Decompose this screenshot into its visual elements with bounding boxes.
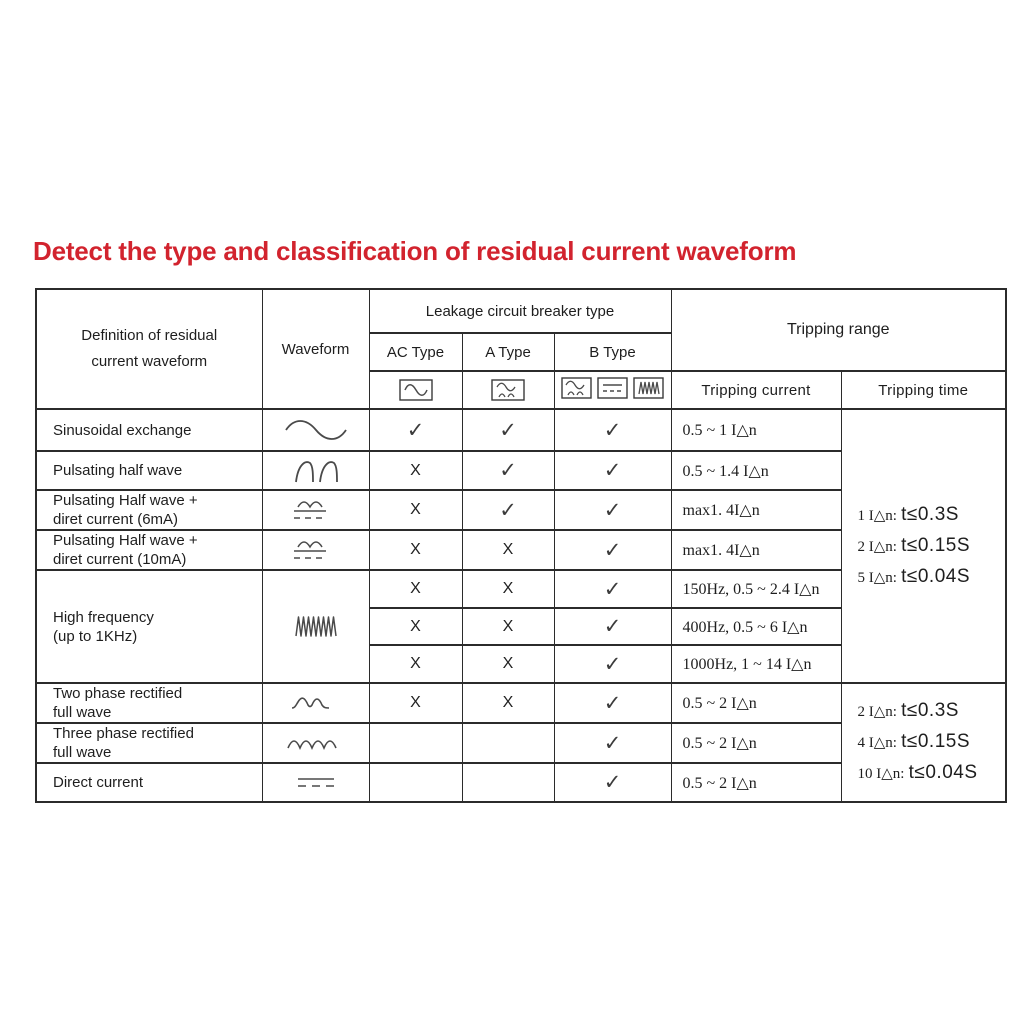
tripping-time-line: 2 I△n: t≤0.3S [857, 700, 959, 721]
ac-mark-cell: ✓ [369, 409, 462, 451]
tripping-current-cell: 0.5 ~ 2 I△n [671, 723, 841, 763]
page-title: Detect the type and classification of residual current waveform [33, 236, 797, 266]
tripping-time-cell [841, 409, 1006, 683]
ac-mark-cell: X [369, 570, 462, 608]
a-mark-cell: X [462, 570, 554, 608]
definition-cell: Direct current [36, 763, 262, 802]
b-type-icon-cell [554, 371, 671, 409]
header-row-1 [36, 289, 1006, 333]
a-type-icon-cell [462, 371, 554, 409]
a-mark-cell: X [462, 645, 554, 683]
sine-wave-icon [399, 378, 433, 402]
tripping-current-cell: 0.5 ~ 1.4 I△n [671, 451, 841, 490]
waveform-cell [262, 530, 369, 570]
tripping-current-cell: 400Hz, 0.5 ~ 6 I△n [671, 608, 841, 645]
tripping-time-header: Tripping time [841, 371, 1006, 409]
direct-current-icon [597, 376, 628, 400]
b-mark-cell: ✓ [554, 645, 671, 683]
tripping-time-line: 4 I△n: t≤0.15S [857, 731, 970, 752]
tripping-time-line: 2 I△n: t≤0.15S [857, 534, 970, 556]
a-mark-cell: X [462, 608, 554, 645]
definition-cell: Pulsating half wave [36, 451, 262, 490]
tripping-current-cell: 150Hz, 0.5 ~ 2.4 I△n [671, 570, 841, 608]
pulsating-sine-icon [561, 376, 592, 400]
tripping-current-cell: 0.5 ~ 2 I△n [671, 763, 841, 802]
direct-current-icon [274, 769, 358, 797]
waveform-cell [262, 490, 369, 530]
tripping-current-cell: 0.5 ~ 2 I△n [671, 683, 841, 723]
waveform-classification-table [35, 288, 1007, 803]
ac-mark-cell: X [369, 451, 462, 490]
a-mark-cell [462, 763, 554, 802]
definition-cell: Pulsating Half wave + diret current (6mA) [36, 490, 262, 530]
a-mark-cell: X [462, 530, 554, 570]
definition-header-line1: Definition of residual [81, 327, 218, 344]
definition-cell: Three phase rectified full wave [36, 723, 262, 763]
definition-cell: Two phase rectified full wave [36, 683, 262, 723]
tripping-time-line: 1 I△n: t≤0.3S [857, 503, 959, 525]
b-mark-cell: ✓ [554, 723, 671, 763]
tripping-current-cell: 0.5 ~ 1 I△n [671, 409, 841, 451]
ac-mark-cell: X [369, 530, 462, 570]
ac-mark-cell [369, 723, 462, 763]
ac-type-header: AC Type [369, 333, 462, 371]
high-frequency-icon [633, 376, 664, 400]
waveform-cell [262, 451, 369, 490]
waveform-cell [262, 570, 369, 683]
definition-cell: Sinusoidal exchange [36, 409, 262, 451]
definition-cell: Pulsating Half wave + diret current (10mA) [36, 530, 262, 570]
b-type-header: B Type [554, 333, 671, 371]
a-mark-cell: ✓ [462, 490, 554, 530]
b-mark-cell: ✓ [554, 451, 671, 490]
b-mark-cell: ✓ [554, 570, 671, 608]
waveform-cell [262, 723, 369, 763]
definition-header [36, 289, 262, 409]
three-phase-rectified-icon [274, 729, 358, 757]
table-row [36, 409, 1006, 451]
breaker-type-group-header: Leakage circuit breaker type [369, 289, 671, 333]
pulsating-half-wave-icon [274, 457, 358, 485]
tripping-current-cell: 1000Hz, 1 ~ 14 I△n [671, 645, 841, 683]
a-mark-cell: ✓ [462, 451, 554, 490]
b-mark-cell: ✓ [554, 530, 671, 570]
b-mark-cell: ✓ [554, 409, 671, 451]
tripping-current-cell: max1. 4I△n [671, 490, 841, 530]
ac-mark-cell: X [369, 683, 462, 723]
pulsating-sine-icon [491, 378, 525, 402]
ac-mark-cell [369, 763, 462, 802]
tripping-current-header: Tripping current [671, 371, 841, 409]
b-mark-cell: ✓ [554, 490, 671, 530]
sine-wave-icon [274, 416, 358, 444]
a-mark-cell [462, 723, 554, 763]
b-mark-cell: ✓ [554, 608, 671, 645]
tripping-range-header: Tripping range [671, 289, 1006, 371]
a-type-header: A Type [462, 333, 554, 371]
ac-mark-cell: X [369, 645, 462, 683]
tripping-current-cell: max1. 4I△n [671, 530, 841, 570]
ac-type-icon-cell [369, 371, 462, 409]
high-frequency-icon [274, 612, 358, 642]
two-phase-rectified-icon [274, 689, 358, 717]
b-mark-cell: ✓ [554, 763, 671, 802]
definition-header-line2: current waveform [91, 353, 208, 370]
waveform-header: Waveform [262, 289, 369, 409]
waveform-cell [262, 763, 369, 802]
a-mark-cell: ✓ [462, 409, 554, 451]
definition-cell: High frequency (up to 1KHz) [36, 570, 262, 683]
a-mark-cell: X [462, 683, 554, 723]
pulsating-half-wave-dc-icon [274, 495, 358, 525]
tripping-time-line: 10 I△n: t≤0.04S [857, 762, 978, 783]
b-mark-cell: ✓ [554, 683, 671, 723]
ac-mark-cell: X [369, 608, 462, 645]
tripping-time-line: 5 I△n: t≤0.04S [857, 565, 970, 587]
tripping-time-cell [841, 683, 1006, 802]
pulsating-half-wave-dc-icon [274, 535, 358, 565]
table-row [36, 683, 1006, 723]
waveform-cell [262, 409, 369, 451]
ac-mark-cell: X [369, 490, 462, 530]
waveform-cell [262, 683, 369, 723]
